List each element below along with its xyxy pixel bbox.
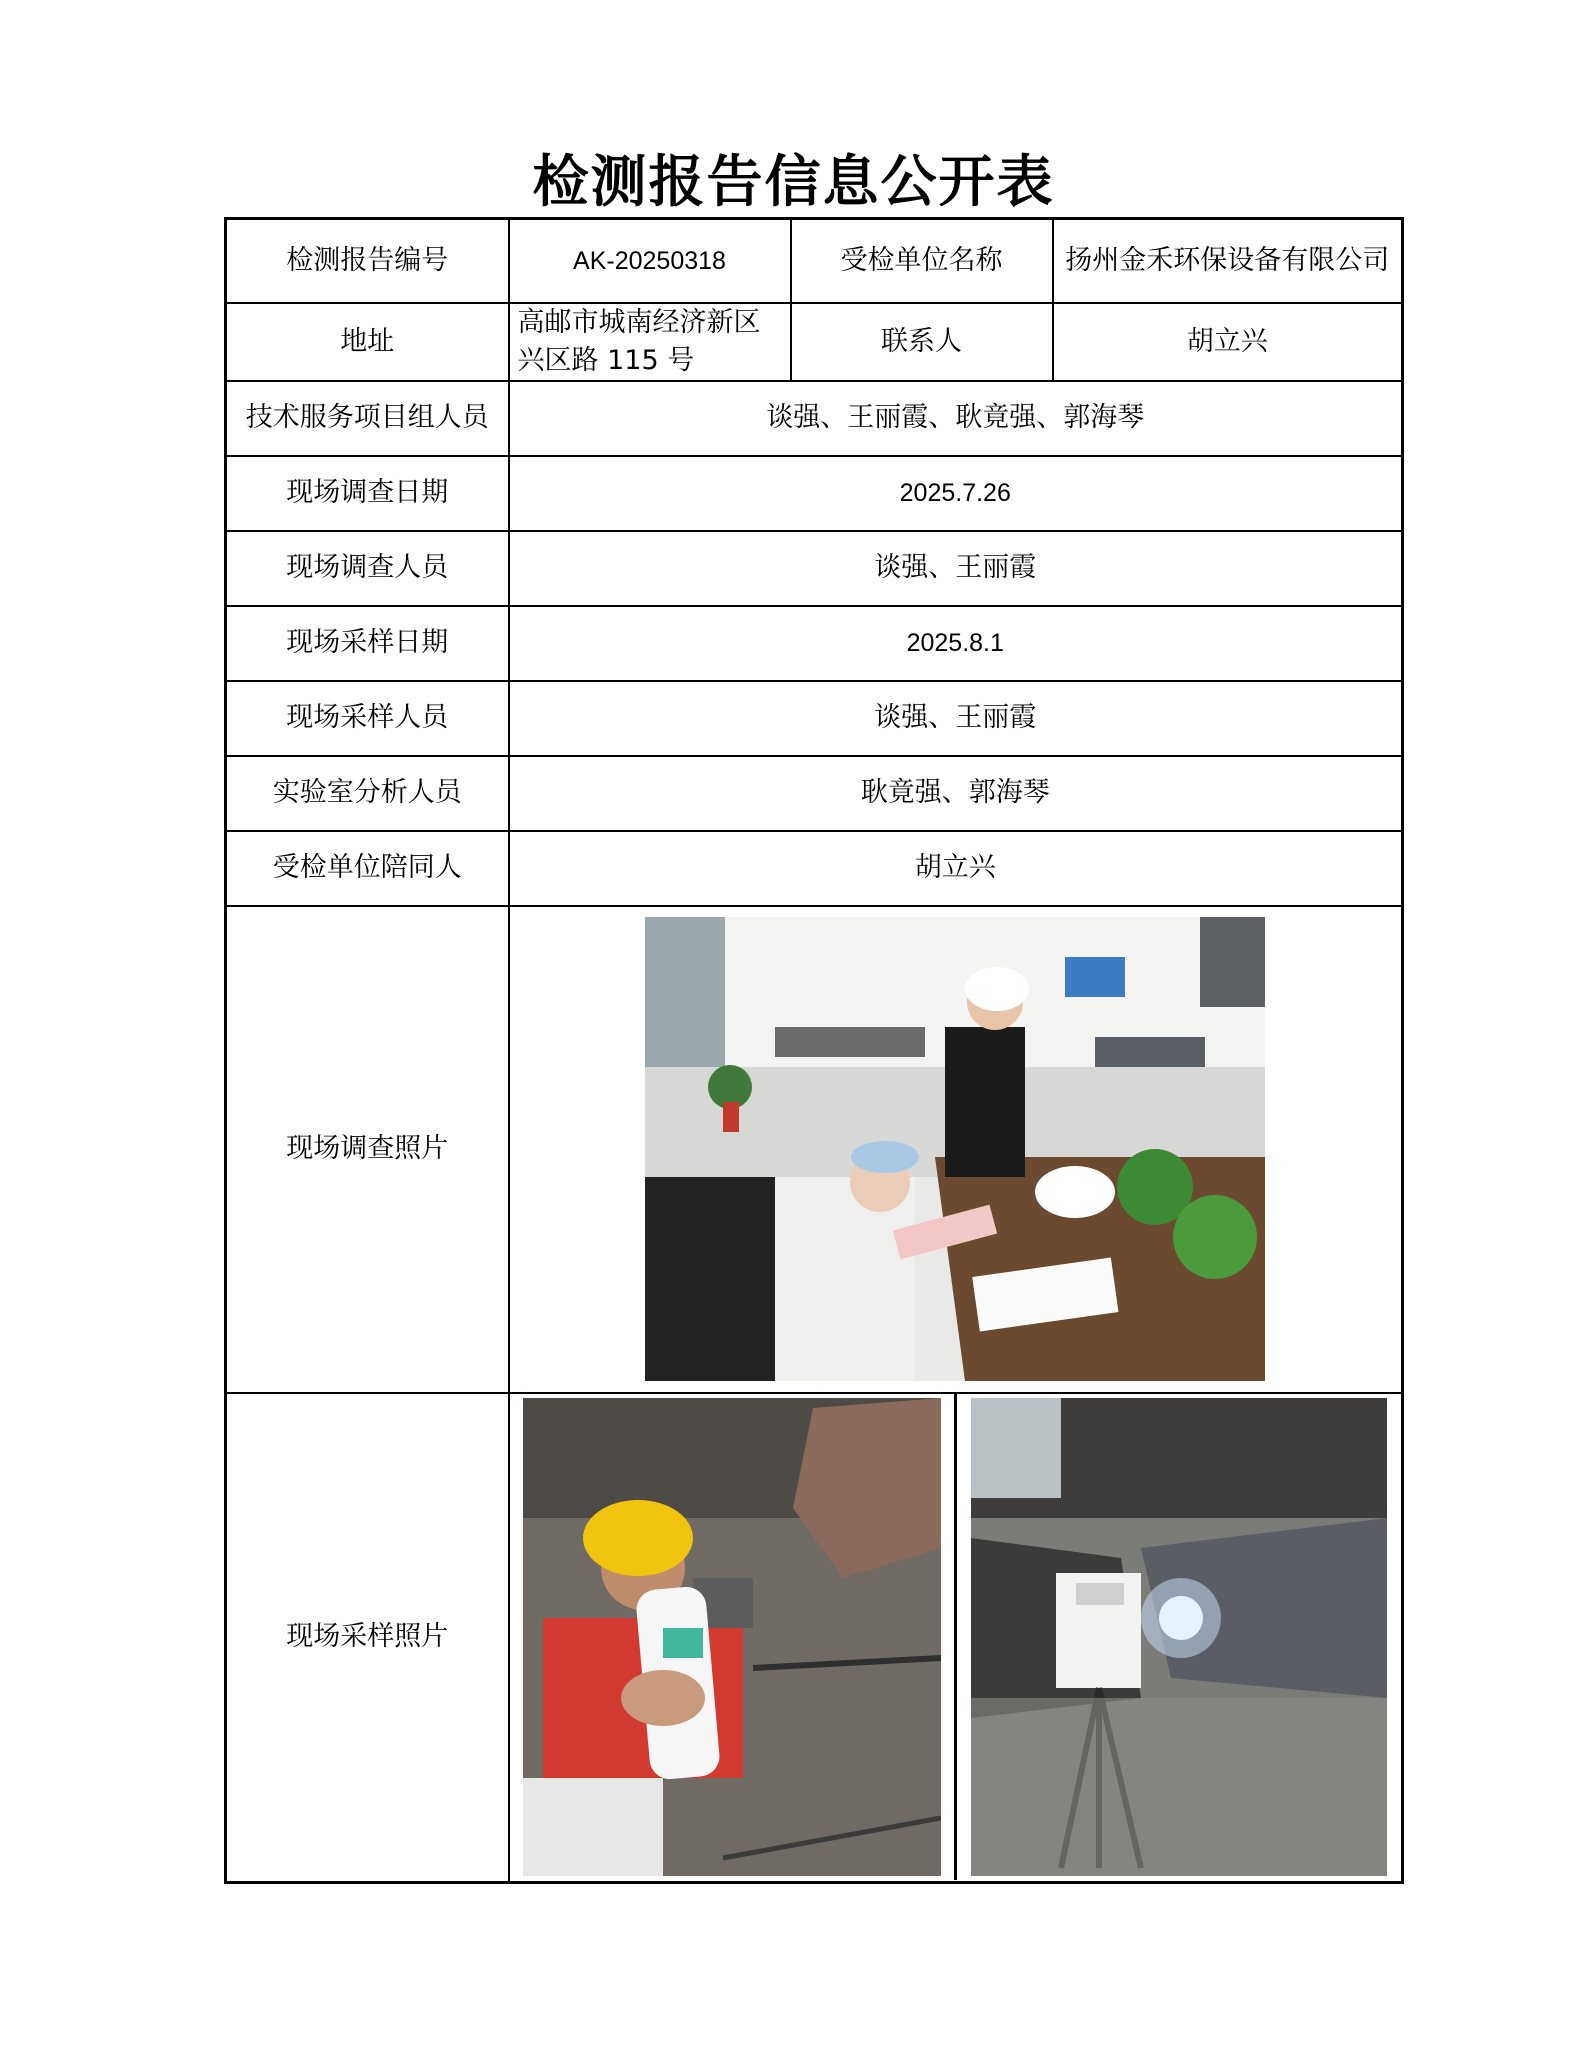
survey-photo-label: 现场调查照片 [226, 906, 509, 1393]
survey-date-label: 现场调查日期 [226, 456, 509, 531]
table-row [226, 303, 1403, 381]
report-no-value: AK-20250318 [509, 219, 791, 303]
sampling-photo-cell [509, 1393, 1403, 1883]
table-row [226, 756, 1403, 831]
escort-value: 胡立兴 [509, 831, 1403, 906]
table-row [226, 606, 1403, 681]
report-no-label: 检测报告编号 [226, 219, 509, 303]
survey-photo-cell [509, 906, 1403, 1393]
sampling-photo-label: 现场采样照片 [226, 1393, 509, 1883]
table-row [226, 381, 1403, 456]
sampling-date-label: 现场采样日期 [226, 606, 509, 681]
lab-staff-label: 实验室分析人员 [226, 756, 509, 831]
survey-date-value: 2025.7.26 [509, 456, 1403, 531]
address-label: 地址 [226, 303, 509, 381]
sampling-photo-pair [510, 1394, 1402, 1880]
contact-value: 胡立兴 [1053, 303, 1403, 381]
table-row [226, 1393, 1403, 1883]
team-label: 技术服务项目组人员 [226, 381, 509, 456]
sampling-photo-left-wrap [510, 1394, 954, 1880]
survey-staff-value: 谈强、王丽霞 [509, 531, 1403, 606]
table-row [226, 219, 1403, 303]
table-row [226, 906, 1403, 1393]
sampling-photo-left [523, 1398, 941, 1876]
table-row [226, 831, 1403, 906]
contact-label: 联系人 [791, 303, 1053, 381]
survey-photo [645, 917, 1265, 1381]
page-title: 检测报告信息公开表 [532, 149, 1055, 215]
sampling-staff-label: 现场采样人员 [226, 681, 509, 756]
escort-label: 受检单位陪同人 [226, 831, 509, 906]
sampling-date-value: 2025.8.1 [509, 606, 1403, 681]
unit-label: 受检单位名称 [791, 219, 1053, 303]
table-row [226, 456, 1403, 531]
table-row [226, 531, 1403, 606]
lab-staff-value: 耿竟强、郭海琴 [509, 756, 1403, 831]
survey-photo-image [645, 917, 1265, 1381]
sampling-staff-value: 谈强、王丽霞 [509, 681, 1403, 756]
sampling-photo-right-wrap [954, 1394, 1401, 1880]
team-value: 谈强、王丽霞、耿竟强、郭海琴 [509, 381, 1403, 456]
address-value: 高邮市城南经济新区兴区路 115 号 [509, 303, 791, 381]
unit-value: 扬州金禾环保设备有限公司 [1053, 219, 1403, 303]
table-row [226, 681, 1403, 756]
report-table [224, 217, 1404, 1884]
survey-staff-label: 现场调查人员 [226, 531, 509, 606]
sampling-photo-right [971, 1398, 1387, 1876]
